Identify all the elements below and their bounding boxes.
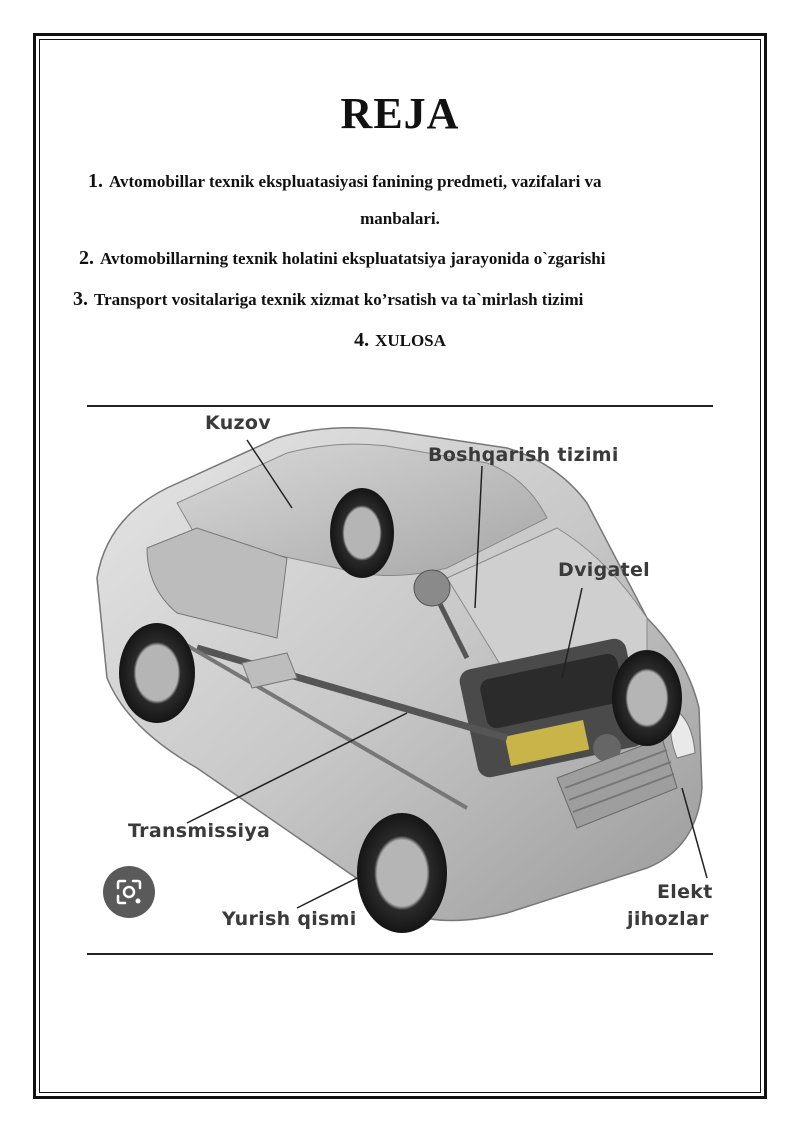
item-number: 4. <box>354 329 370 351</box>
label-jihozlar: jihozlar <box>627 908 709 930</box>
list-item-3 <box>73 288 583 311</box>
car-illustration-svg <box>87 408 713 954</box>
list-item-4 <box>0 329 800 352</box>
label-boshqarish-tizimi: Boshqarish tizimi <box>428 444 619 466</box>
item-number: 1. <box>88 170 103 192</box>
lens-search-icon <box>103 866 155 918</box>
lens-search-button[interactable] <box>103 866 155 918</box>
item-text: manbalari. <box>360 209 440 228</box>
label-transmissiya: Transmissiya <box>128 820 271 842</box>
car-cutaway-illustration <box>87 408 713 954</box>
item-number: 3. <box>73 288 88 310</box>
item-text: XULOSA <box>375 331 446 350</box>
list-item-2 <box>79 247 605 270</box>
label-kuzov: Kuzov <box>205 412 271 434</box>
rear-right-wheel <box>330 488 394 578</box>
label-dvigatel: Dvigatel <box>558 559 650 581</box>
item-text: Avtomobillarning texnik holatini ekspluatatsiya jarayonida o`zgarishi <box>100 249 606 268</box>
front-right-wheel <box>612 650 682 746</box>
item-text: Transport vositalariga texnik xizmat ko’rsatish va ta`mirlash tizimi <box>94 290 584 309</box>
item-number: 2. <box>79 247 94 269</box>
page-title: REJA <box>340 89 460 138</box>
list-item-1 <box>88 170 602 193</box>
item-text: Avtomobillar texnik ekspluatasiyasi fanining predmeti, vazifalari va <box>109 172 602 191</box>
figure-top-rule <box>87 405 713 407</box>
list-item-1-continuation <box>0 209 800 229</box>
label-elektr: Elekt <box>657 881 713 903</box>
rear-left-wheel <box>119 623 195 723</box>
front-left-wheel <box>357 813 447 933</box>
label-yurish-qismi: Yurish qismi <box>222 908 357 930</box>
